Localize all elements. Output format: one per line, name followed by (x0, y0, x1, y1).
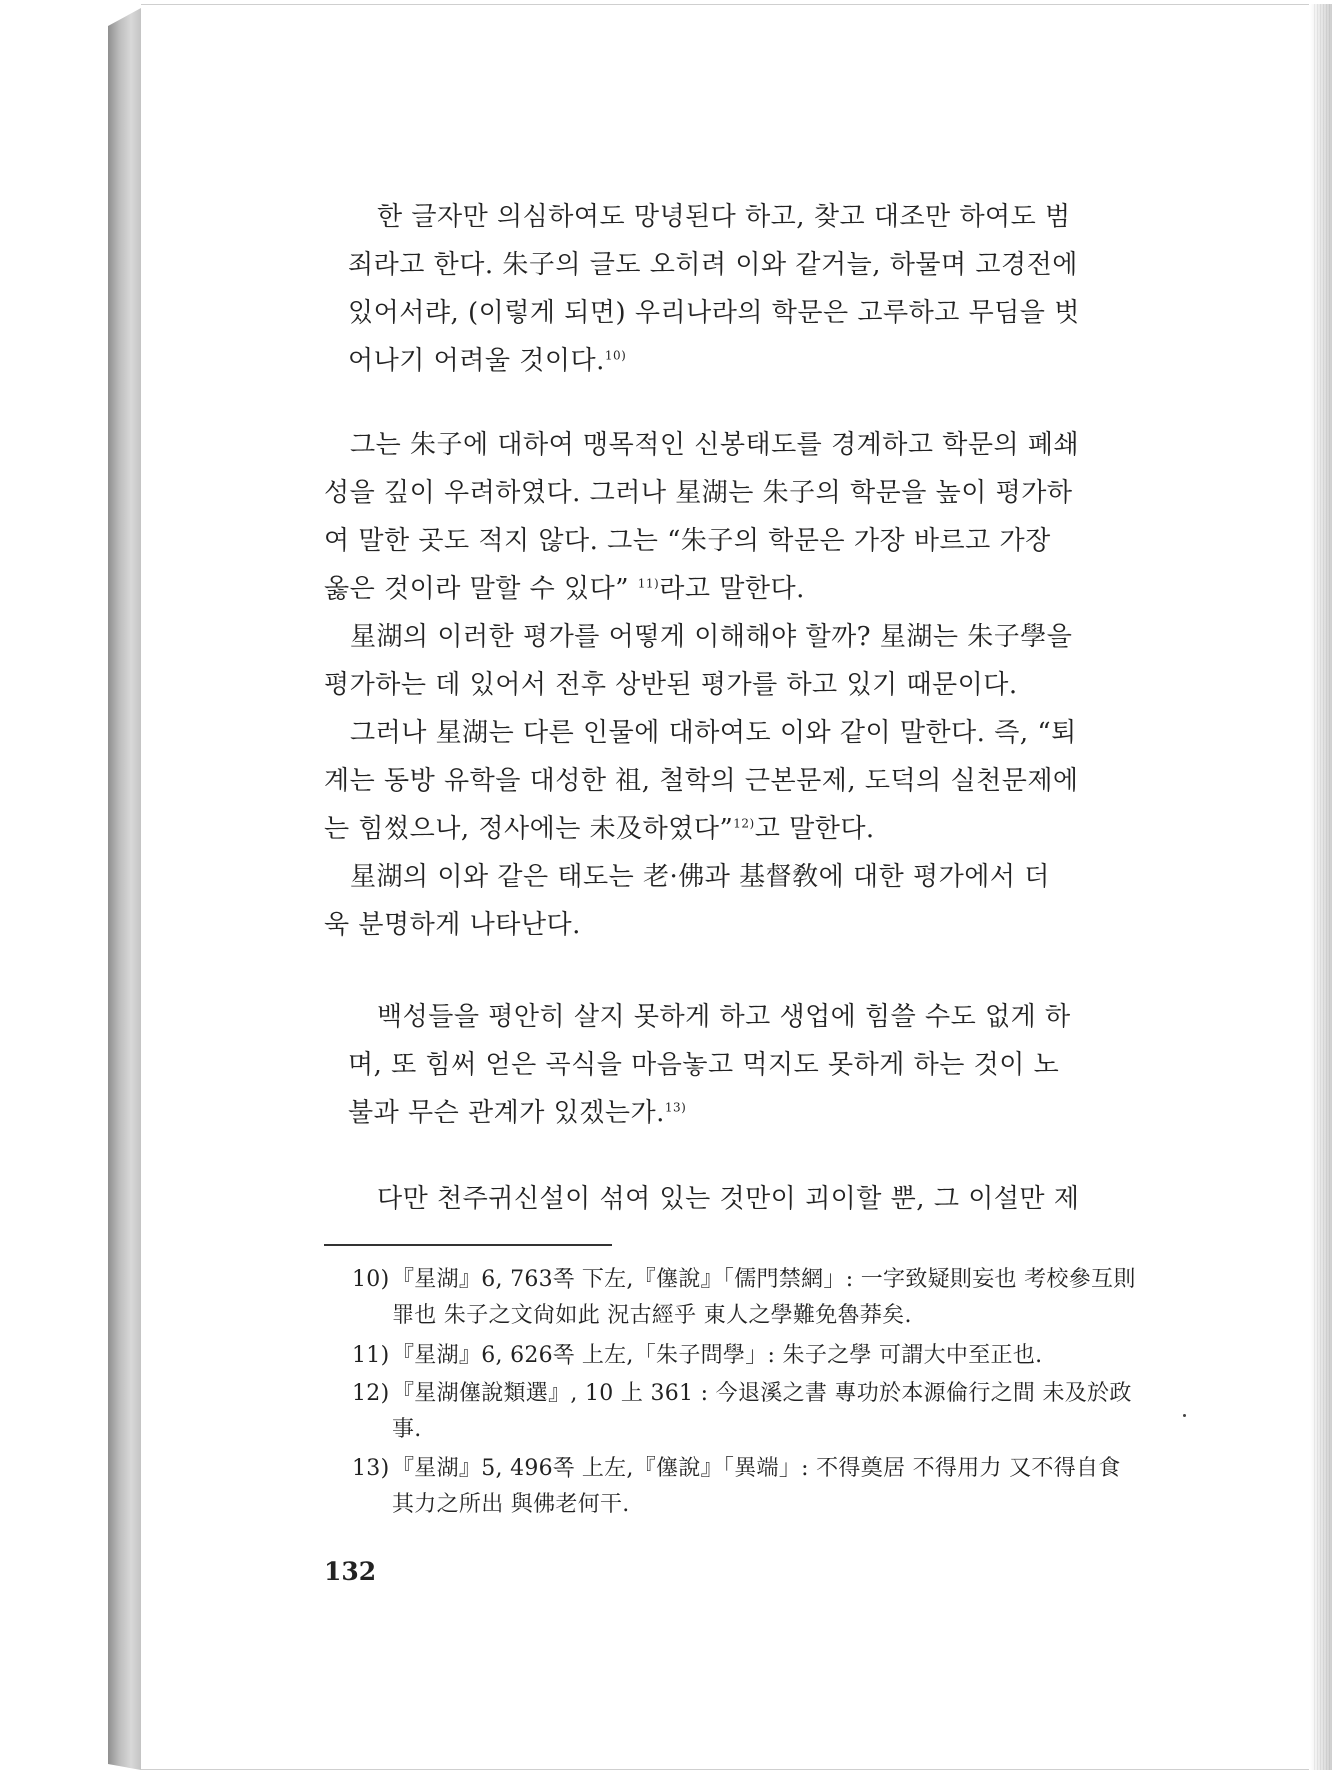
footnote-12-line-1 (352, 1376, 1132, 1407)
footnote-12-line-2: 事. (392, 1417, 422, 1442)
quote1-line-2: 죄라고 한다. 朱子의 글도 오히려 이와 같거늘, 하물며 고경전에 (348, 250, 1078, 280)
para3-line-3-tail: 고 말한다. (754, 814, 875, 844)
para1-line-4-text: 옳은 것이라 말할 수 있다” (324, 574, 638, 604)
book-spine (108, 8, 141, 1770)
footnote-ref-10: 10) (604, 348, 627, 363)
quote2-line-3-text: 불과 무슨 관계가 있겠는가. (348, 1098, 665, 1128)
quote1-line-3: 있어서랴, (이렇게 되면) 우리나라의 학문은 고루하고 무딤을 벗 (348, 298, 1080, 328)
footnote-ref-13: 13) (664, 1100, 687, 1115)
footnote-10-line-1 (352, 1262, 1136, 1293)
footnote-ref-11: 11) (637, 576, 660, 591)
page-edge-lines (1314, 4, 1330, 1770)
footnote-11-line-1 (352, 1338, 1042, 1369)
footnote-10-text-1: 『星湖』6, 763쪽 下左,『僿說』「儒門禁網」: 一字致疑則妄也 考校參互則 (392, 1267, 1136, 1292)
quote2-line-1: 백성들을 평안히 살지 못하게 하고 생업에 힘쓸 수도 없게 하 (377, 1002, 1071, 1032)
para1-line-4 (324, 568, 805, 605)
footnote-divider (324, 1244, 612, 1246)
footnote-12-number: 12) (352, 1381, 390, 1406)
paragraph-5: 다만 천주귀신설이 섞여 있는 것만이 괴이할 뿐, 그 이설만 제 (377, 1184, 1080, 1214)
footnote-13-number: 13) (352, 1456, 390, 1481)
footnote-11-number: 11) (352, 1343, 390, 1368)
footnote-13-line-1 (352, 1451, 1121, 1482)
footnote-10-number: 10) (352, 1267, 390, 1292)
para1-line-2: 성을 깊이 우려하였다. 그러나 星湖는 朱子의 학문을 높이 평가하 (324, 478, 1073, 508)
quote1-line-4 (348, 340, 626, 377)
para1-line-1: 그는 朱子에 대하여 맹목적인 신봉태도를 경계하고 학문의 폐쇄 (350, 430, 1080, 460)
quote1-line-1: 한 글자만 의심하여도 망녕된다 하고, 찾고 대조만 하여도 범 (377, 202, 1071, 232)
footnote-12-text-1: 『星湖僿說類選』, 10 上 361 : 今退溪之書 專功於本源倫行之間 未及於政 (392, 1381, 1132, 1406)
para1-line-4-tail: 라고 말한다. (659, 574, 805, 604)
para3-line-3 (324, 808, 875, 845)
footnote-ref-12: 12) (733, 816, 755, 831)
quote1-line-4-text: 어나기 어려울 것이다. (348, 346, 605, 376)
page-number: 132 (324, 1557, 377, 1586)
para4-line-2: 욱 분명하게 나타난다. (324, 910, 581, 940)
para3-line-3-text: 는 힘썼으나, 정사에는 未及하였다” (324, 814, 734, 844)
para2-line-2: 평가하는 데 있어서 전후 상반된 평가를 하고 있기 때문이다. (324, 670, 1018, 700)
para3-line-2: 계는 동방 유학을 대성한 祖, 철학의 근본문제, 도덕의 실천문제에 (324, 766, 1079, 796)
quote2-line-3 (348, 1092, 686, 1129)
para1-line-3: 여 말한 곳도 적지 않다. 그는 “朱子의 학문은 가장 바르고 가장 (324, 526, 1051, 556)
footnote-10-line-2: 罪也 朱子之文尙如此 況古經乎 東人之學難免魯莽矣. (392, 1303, 912, 1328)
para3-line-1: 그러나 星湖는 다른 인물에 대하여도 이와 같이 말한다. 즉, “퇴 (350, 718, 1077, 748)
para2-line-1: 星湖의 이러한 평가를 어떻게 이해해야 할까? 星湖는 朱子學을 (350, 622, 1073, 652)
para4-line-1: 星湖의 이와 같은 태도는 老·佛과 基督敎에 대한 평가에서 더 (350, 862, 1050, 892)
footnote-13-text-1: 『星湖』5, 496쪽 上左,『僿說』「異端」: 不得奠居 不得用力 又不得自食 (392, 1456, 1121, 1481)
footnote-13-line-2: 其力之所出 與佛老何干. (392, 1492, 630, 1517)
footnote-11-text-1: 『星湖』6, 626쪽 上左,「朱子問學」: 朱子之學 可謂大中至正也. (392, 1343, 1043, 1368)
quote2-line-2: 며, 또 힘써 얻은 곡식을 마음놓고 먹지도 못하게 하는 것이 노 (348, 1050, 1060, 1080)
speck (1183, 1414, 1186, 1417)
